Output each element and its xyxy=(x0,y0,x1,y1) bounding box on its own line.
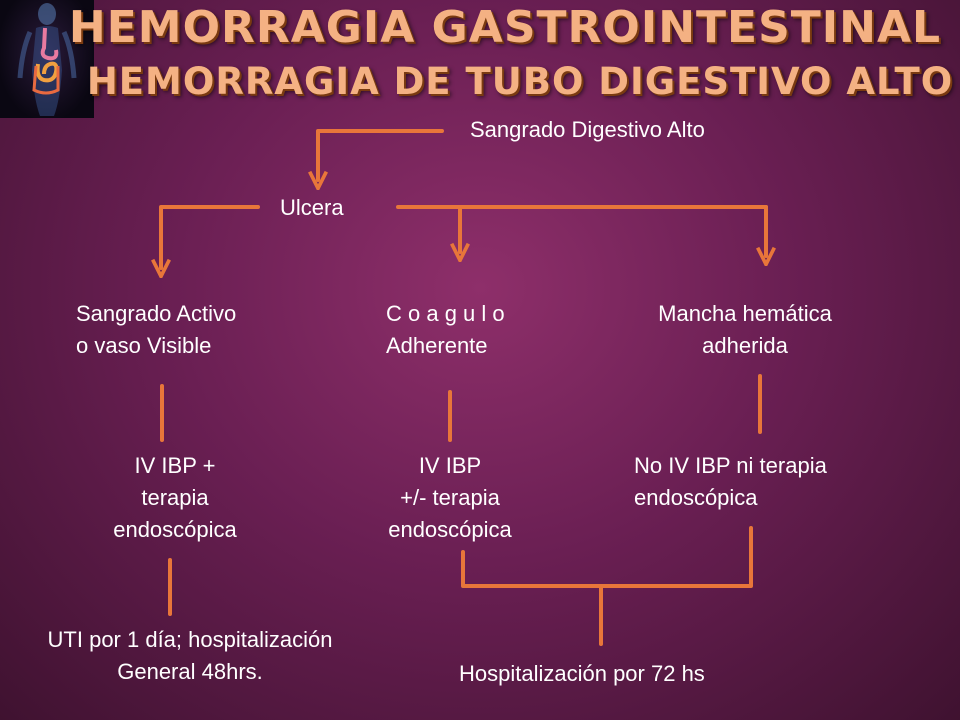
root-node-label: Sangrado Digestivo Alto xyxy=(470,117,705,142)
page-subtitle: HEMORRAGIA DE TUBO DIGESTIVO ALTO xyxy=(86,60,954,103)
outcome-hospitalization-72h: Hospitalización por 72 hs xyxy=(459,661,705,686)
arrow-ulcer-to-active-bleeding xyxy=(161,207,258,268)
finding-active-bleeding: Sangrado Activo o vaso Visible xyxy=(76,301,237,358)
ulcer-node-label: Ulcera xyxy=(280,195,344,220)
treatment-iv-ibp-endoscopic: IV IBP + terapia endoscópica xyxy=(113,453,237,542)
page-title: HEMORRAGIA GASTROINTESTINAL xyxy=(68,2,942,53)
treatment-no-ibp: No IV IBP ni terapia endoscópica xyxy=(634,453,827,510)
treatment-iv-ibp-optional-endoscopic: IV IBP +/- terapia endoscópica xyxy=(388,453,512,542)
outcome-uti-hospitalization: UTI por 1 día; hospitalización General 48hrs. xyxy=(47,627,333,684)
finding-adherent-stain: Mancha hemática adherida xyxy=(658,301,832,358)
finding-adherent-clot: C o a g u l o Adherente xyxy=(386,301,505,358)
arrow-root-to-ulcer xyxy=(318,131,442,180)
